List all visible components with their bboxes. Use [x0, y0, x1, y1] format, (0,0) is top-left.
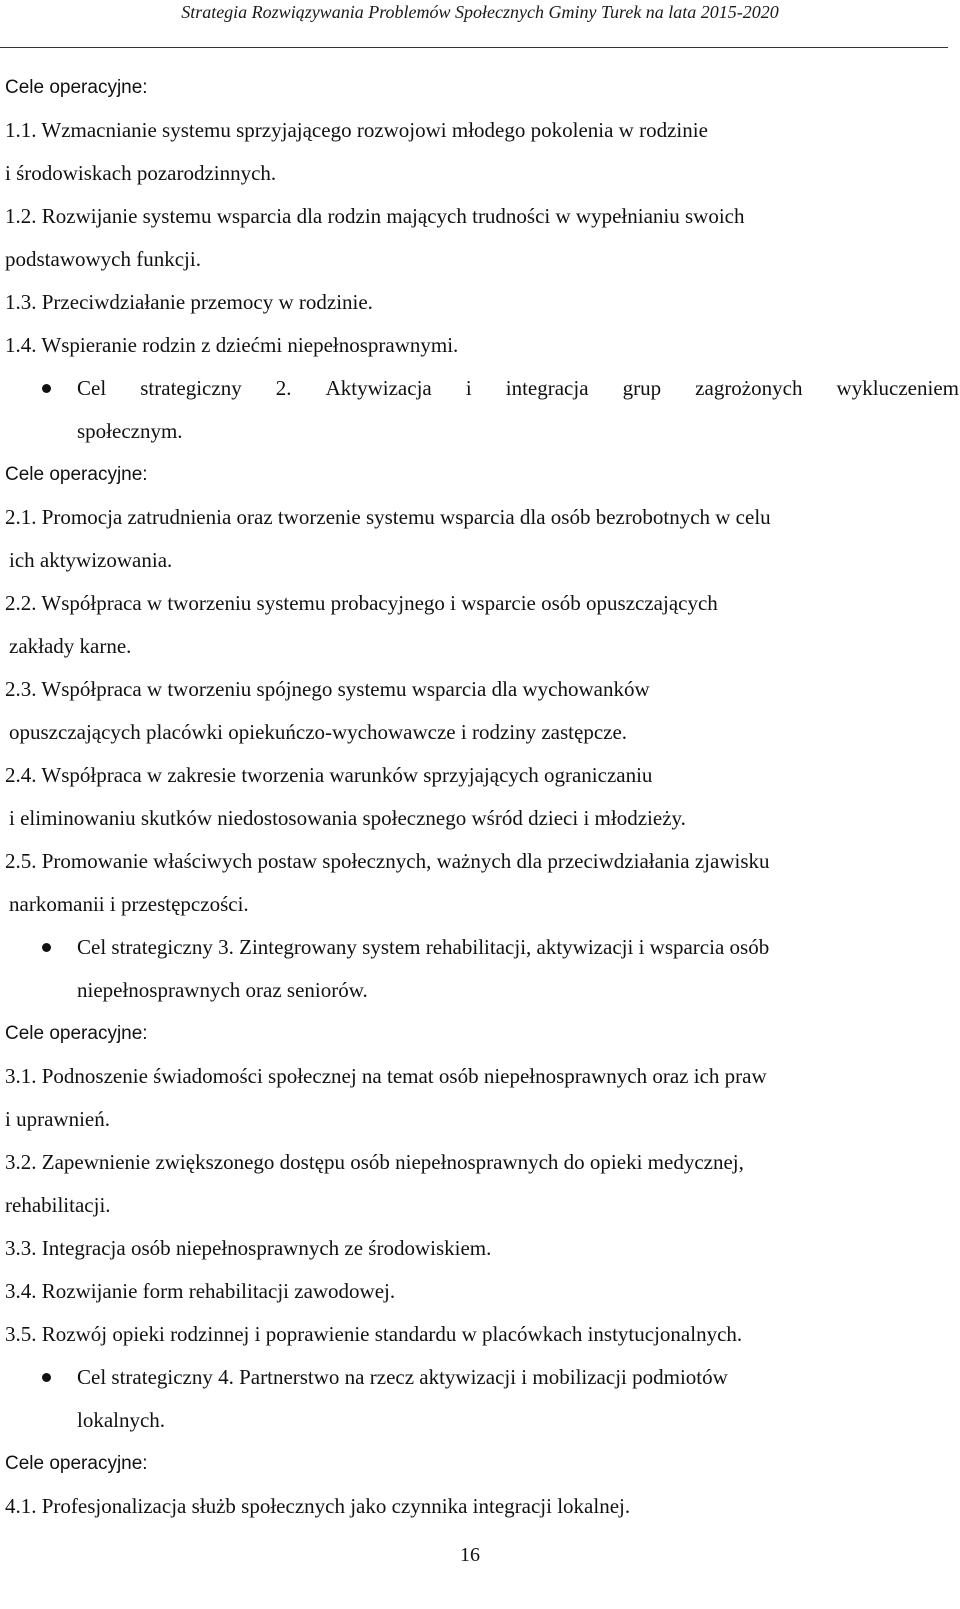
objective-line: narkomanii i przestępczości. — [9, 892, 249, 916]
section-label: Cele operacyjne: — [5, 1453, 148, 1474]
strategic-goal-3-text: Cel strategiczny 3. Zintegrowany system rehabilitacji, aktywizacji i wsparcia osób — [77, 935, 770, 959]
goal-word: strategiczny — [140, 376, 242, 400]
goal-word: zagrożonych — [695, 376, 803, 400]
objective-line: i uprawnień. — [5, 1107, 110, 1131]
goal-word: integracja — [505, 376, 589, 400]
objective-line: 3.2. Zapewnienie zwiększonego dostępu osób niepełnosprawnych do opieki medycznej, — [5, 1150, 744, 1174]
objective-line: rehabilitacji. — [5, 1193, 111, 1217]
strategic-goal-2-words — [77, 367, 959, 410]
objective-line: 1.1. Wzmacnianie systemu sprzyjającego rozwojowi młodego pokolenia w rodzinie — [5, 118, 708, 142]
running-header — [0, 0, 960, 47]
objective-line: 1.3. Przeciwdziałanie przemocy w rodzinie. — [5, 290, 373, 314]
objective-line: zakłady karne. — [9, 634, 132, 658]
objective-line: 3.4. Rozwijanie form rehabilitacji zawodowej. — [5, 1279, 396, 1303]
strategic-goal-4-text: Cel strategiczny 4. Partnerstwo na rzecz aktywizacji i mobilizacji podmiotów — [77, 1365, 728, 1389]
section-label: Cele operacyjne: — [5, 464, 148, 485]
objective-line: i środowiskach pozarodzinnych. — [5, 161, 277, 185]
objective-line: 1.2. Rozwijanie systemu wsparcia dla rodzin mających trudności w wypełnianiu swoich — [5, 204, 745, 228]
objective-line: 2.2. Współpraca w tworzeniu systemu probacyjnego i wsparcie osób opuszczających — [5, 591, 718, 615]
goal-continuation: lokalnych. — [77, 1408, 166, 1432]
goal-continuation: społecznym. — [77, 419, 183, 443]
header-title: Strategia Rozwiązywania Problemów Społecznych Gminy Turek na lata 2015-2020 — [181, 2, 779, 22]
bullet-icon — [42, 1373, 51, 1382]
objective-line: 3.1. Podnoszenie świadomości społecznej na temat osób niepełnosprawnych oraz ich praw — [5, 1064, 767, 1088]
goal-word: Aktywizacja — [325, 376, 432, 400]
objective-line: podstawowych funkcji. — [5, 247, 201, 271]
bullet-icon — [42, 384, 51, 393]
goal-word: i — [465, 376, 472, 400]
objective-line: 2.5. Promowanie właściwych postaw społecznych, ważnych dla przeciwdziałania zjawisku — [5, 849, 770, 873]
objective-line: 3.3. Integracja osób niepełnosprawnych ze środowiskiem. — [5, 1236, 492, 1260]
goal-continuation: niepełnosprawnych oraz seniorów. — [77, 978, 368, 1002]
bullet-icon — [42, 943, 51, 952]
goal-word: 2. — [275, 376, 292, 400]
goal-word: wykluczeniem — [836, 376, 959, 400]
objective-line: opuszczających placówki opiekuńczo-wychowawcze i rodziny zastępcze. — [9, 720, 628, 744]
objective-line: 2.3. Współpraca w tworzeniu spójnego systemu wsparcia dla wychowanków — [5, 677, 650, 701]
goal-word: grup — [622, 376, 662, 400]
strategic-goal-4 — [5, 1356, 945, 1399]
strategic-goal-3 — [5, 926, 945, 969]
document-body — [5, 66, 959, 1528]
objective-line: 2.4. Współpraca w zakresie tworzenia warunków sprzyjających ograniczaniu — [5, 763, 653, 787]
header-rule — [0, 47, 948, 48]
section-label: Cele operacyjne: — [5, 77, 148, 98]
objective-line: 2.1. Promocja zatrudnienia oraz tworzenie systemu wsparcia dla osób bezrobotnych w celu — [5, 505, 771, 529]
objective-line: ich aktywizowania. — [9, 548, 173, 572]
objective-line: 1.4. Wspieranie rodzin z dziećmi niepełnosprawnymi. — [5, 333, 459, 357]
strategic-goal-2 — [5, 367, 959, 410]
page-number: 16 — [460, 1544, 480, 1566]
goal-word: Cel — [77, 376, 107, 400]
objective-line: 4.1. Profesjonalizacja służb społecznych jako czynnika integracji lokalnej. — [5, 1494, 631, 1518]
objective-line: i eliminowaniu skutków niedostosowania społecznego wśród dzieci i młodzieży. — [9, 806, 686, 830]
section-label: Cele operacyjne: — [5, 1023, 148, 1044]
objective-line: 3.5. Rozwój opieki rodzinnej i poprawienie standardu w placówkach instytucjonalnych. — [5, 1322, 743, 1346]
